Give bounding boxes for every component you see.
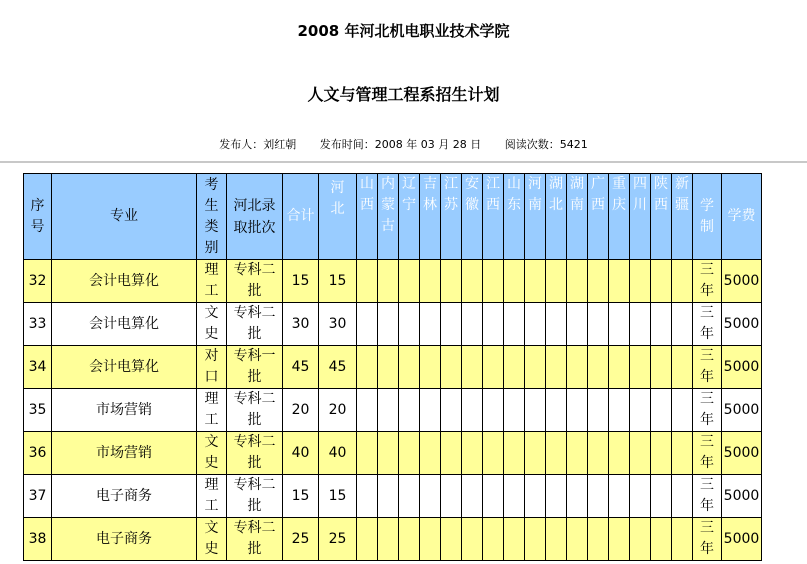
seq-cell: 38 — [24, 518, 52, 561]
total-cell: 15 — [283, 260, 319, 303]
header-province: 重庆 — [609, 174, 630, 260]
header-total: 合计 — [283, 174, 319, 260]
category-cell: 理工 — [197, 475, 227, 518]
province-count-cell — [672, 475, 693, 518]
batch-cell: 专科二批 — [227, 260, 283, 303]
province-count-cell — [567, 346, 588, 389]
publisher-text: 发布人：刘红朝 — [219, 138, 297, 151]
province-count-cell — [588, 432, 609, 475]
province-count-cell — [504, 346, 525, 389]
province-count-cell — [399, 432, 420, 475]
seq-cell: 32 — [24, 260, 52, 303]
province-count-cell — [672, 346, 693, 389]
publish-time-text: 发布时间：2008 年 03 月 28 日 — [319, 138, 482, 151]
header-province: 山西 — [357, 174, 378, 260]
province-count-cell — [441, 346, 462, 389]
duration-cell: 三年 — [693, 389, 722, 432]
province-count-cell — [609, 518, 630, 561]
province-count-cell — [483, 303, 504, 346]
table-row — [24, 260, 762, 303]
category-cell: 理工 — [197, 260, 227, 303]
duration-cell: 三年 — [693, 475, 722, 518]
header-seq: 序号 — [24, 174, 52, 260]
province-count-cell — [546, 303, 567, 346]
province-count-cell — [567, 260, 588, 303]
fee-cell: 5000 — [722, 475, 762, 518]
province-count-cell — [420, 389, 441, 432]
province-count-cell — [504, 518, 525, 561]
batch-cell: 专科二批 — [227, 475, 283, 518]
fee-cell: 5000 — [722, 303, 762, 346]
province-count-cell — [609, 389, 630, 432]
province-count-cell — [651, 432, 672, 475]
category-cell: 理工 — [197, 389, 227, 432]
province-count-cell — [378, 518, 399, 561]
divider — [0, 161, 807, 163]
major-cell: 会计电算化 — [52, 346, 197, 389]
province-count-cell — [630, 260, 651, 303]
major-cell: 市场营销 — [52, 432, 197, 475]
province-count-cell — [504, 389, 525, 432]
duration-cell: 三年 — [693, 260, 722, 303]
major-cell: 电子商务 — [52, 475, 197, 518]
province-count-cell — [378, 303, 399, 346]
province-count-cell — [462, 260, 483, 303]
total-cell: 20 — [283, 389, 319, 432]
province-count-cell — [546, 389, 567, 432]
province-count-cell — [399, 303, 420, 346]
header-province: 江苏 — [441, 174, 462, 260]
province-count-cell — [462, 432, 483, 475]
province-count-cell — [609, 346, 630, 389]
total-cell: 45 — [283, 346, 319, 389]
province-count-cell — [630, 303, 651, 346]
province-count-cell — [504, 475, 525, 518]
seq-cell: 37 — [24, 475, 52, 518]
province-count-cell — [483, 389, 504, 432]
province-count-cell — [567, 518, 588, 561]
header-province: 安徽 — [462, 174, 483, 260]
province-count-cell — [588, 303, 609, 346]
province-count-cell — [651, 475, 672, 518]
province-count-cell — [420, 475, 441, 518]
province-count-cell — [567, 432, 588, 475]
province-count-cell — [567, 475, 588, 518]
total-cell: 15 — [283, 475, 319, 518]
total-cell: 25 — [283, 518, 319, 561]
province-count-cell — [462, 389, 483, 432]
province-count-cell — [420, 432, 441, 475]
province-count-cell — [567, 303, 588, 346]
province-count-cell — [462, 518, 483, 561]
total-cell: 30 — [283, 303, 319, 346]
province-count-cell — [525, 432, 546, 475]
province-count-cell — [441, 303, 462, 346]
province-count-cell — [546, 475, 567, 518]
batch-cell: 专科二批 — [227, 389, 283, 432]
province-count-cell — [441, 389, 462, 432]
province-count-cell — [378, 260, 399, 303]
province-count-cell — [651, 518, 672, 561]
province-count-cell — [420, 303, 441, 346]
fee-cell: 5000 — [722, 432, 762, 475]
province-count-cell — [378, 389, 399, 432]
province-count-cell — [525, 303, 546, 346]
province-count-cell — [399, 518, 420, 561]
category-cell: 文史 — [197, 518, 227, 561]
province-count-cell — [399, 475, 420, 518]
province-count-cell — [672, 432, 693, 475]
province-count-cell — [483, 346, 504, 389]
table-row — [24, 518, 762, 561]
header-province: 河北 — [319, 174, 357, 260]
province-count-cell — [651, 389, 672, 432]
header-province: 陕西 — [651, 174, 672, 260]
province-count-cell — [378, 346, 399, 389]
province-count-cell — [546, 346, 567, 389]
header-province: 湖北 — [546, 174, 567, 260]
table-row — [24, 475, 762, 518]
category-cell: 文史 — [197, 303, 227, 346]
province-count-cell — [504, 432, 525, 475]
province-count-cell — [630, 346, 651, 389]
major-cell: 会计电算化 — [52, 303, 197, 346]
major-cell: 电子商务 — [52, 518, 197, 561]
province-count-cell — [357, 346, 378, 389]
header-province: 山东 — [504, 174, 525, 260]
duration-cell: 三年 — [693, 346, 722, 389]
category-cell: 对口 — [197, 346, 227, 389]
province-count-cell — [399, 389, 420, 432]
province-count-cell — [525, 475, 546, 518]
province-count-cell — [651, 303, 672, 346]
province-count-cell — [504, 260, 525, 303]
enrollment-table — [23, 173, 762, 561]
province-count-cell — [462, 346, 483, 389]
batch-cell: 专科一批 — [227, 346, 283, 389]
batch-cell: 专科二批 — [227, 432, 283, 475]
hebei-count-cell: 15 — [319, 260, 357, 303]
seq-cell: 33 — [24, 303, 52, 346]
header-province: 吉林 — [420, 174, 441, 260]
header-major: 专业 — [52, 174, 197, 260]
province-count-cell — [441, 518, 462, 561]
province-count-cell — [483, 432, 504, 475]
province-count-cell — [420, 518, 441, 561]
province-count-cell — [420, 346, 441, 389]
province-count-cell — [525, 260, 546, 303]
table-row — [24, 346, 762, 389]
province-count-cell — [441, 432, 462, 475]
province-count-cell — [630, 432, 651, 475]
province-count-cell — [483, 518, 504, 561]
province-count-cell — [630, 475, 651, 518]
hebei-count-cell: 20 — [319, 389, 357, 432]
hebei-count-cell: 30 — [319, 303, 357, 346]
batch-cell: 专科二批 — [227, 303, 283, 346]
hebei-count-cell: 25 — [319, 518, 357, 561]
province-count-cell — [504, 303, 525, 346]
header-province: 湖南 — [567, 174, 588, 260]
read-count-text: 阅读次数：5421 — [504, 138, 588, 151]
seq-cell: 34 — [24, 346, 52, 389]
province-count-cell — [630, 518, 651, 561]
seq-cell: 36 — [24, 432, 52, 475]
header-province: 广西 — [588, 174, 609, 260]
province-count-cell — [567, 389, 588, 432]
province-count-cell — [546, 518, 567, 561]
table-row — [24, 432, 762, 475]
province-count-cell — [357, 518, 378, 561]
province-count-cell — [588, 475, 609, 518]
province-count-cell — [378, 432, 399, 475]
province-count-cell — [357, 475, 378, 518]
province-count-cell — [651, 346, 672, 389]
province-count-cell — [672, 518, 693, 561]
page-subtitle: 人文与管理工程系招生计划 — [307, 85, 500, 104]
province-count-cell — [546, 432, 567, 475]
province-count-cell — [546, 260, 567, 303]
province-count-cell — [672, 389, 693, 432]
header-province: 辽宁 — [399, 174, 420, 260]
province-count-cell — [378, 475, 399, 518]
province-count-cell — [462, 303, 483, 346]
header-fee: 学费 — [722, 174, 762, 260]
province-count-cell — [525, 389, 546, 432]
province-count-cell — [441, 260, 462, 303]
province-count-cell — [357, 389, 378, 432]
province-count-cell — [609, 475, 630, 518]
header-province: 内蒙古 — [378, 174, 399, 260]
fee-cell: 5000 — [722, 260, 762, 303]
total-cell: 40 — [283, 432, 319, 475]
table-row — [24, 303, 762, 346]
province-count-cell — [672, 260, 693, 303]
province-count-cell — [651, 260, 672, 303]
province-count-cell — [483, 260, 504, 303]
province-count-cell — [609, 432, 630, 475]
fee-cell: 5000 — [722, 518, 762, 561]
header-province: 河南 — [525, 174, 546, 260]
header-category: 考生类别 — [197, 174, 227, 260]
header-duration: 学制 — [693, 174, 722, 260]
duration-cell: 三年 — [693, 303, 722, 346]
province-count-cell — [420, 260, 441, 303]
province-count-cell — [588, 346, 609, 389]
province-count-cell — [630, 389, 651, 432]
page-title: 2008 年河北机电职业技术学院 — [297, 22, 510, 40]
fee-cell: 5000 — [722, 389, 762, 432]
table-header-row — [24, 174, 762, 260]
table-row — [24, 389, 762, 432]
province-count-cell — [357, 260, 378, 303]
hebei-count-cell: 15 — [319, 475, 357, 518]
province-count-cell — [525, 346, 546, 389]
duration-cell: 三年 — [693, 432, 722, 475]
province-count-cell — [609, 303, 630, 346]
province-count-cell — [357, 303, 378, 346]
batch-cell: 专科二批 — [227, 518, 283, 561]
province-count-cell — [441, 475, 462, 518]
province-count-cell — [357, 432, 378, 475]
article-meta — [0, 136, 807, 152]
province-count-cell — [399, 260, 420, 303]
province-count-cell — [483, 475, 504, 518]
header-batch: 河北录取批次 — [227, 174, 283, 260]
province-count-cell — [399, 346, 420, 389]
category-cell: 文史 — [197, 432, 227, 475]
hebei-count-cell: 40 — [319, 432, 357, 475]
header-province: 江西 — [483, 174, 504, 260]
major-cell: 会计电算化 — [52, 260, 197, 303]
province-count-cell — [525, 518, 546, 561]
header-province: 四川 — [630, 174, 651, 260]
major-cell: 市场营销 — [52, 389, 197, 432]
province-count-cell — [672, 303, 693, 346]
province-count-cell — [609, 260, 630, 303]
header-province: 新疆 — [672, 174, 693, 260]
fee-cell: 5000 — [722, 346, 762, 389]
province-count-cell — [588, 518, 609, 561]
province-count-cell — [462, 475, 483, 518]
province-count-cell — [588, 260, 609, 303]
duration-cell: 三年 — [693, 518, 722, 561]
seq-cell: 35 — [24, 389, 52, 432]
province-count-cell — [588, 389, 609, 432]
hebei-count-cell: 45 — [319, 346, 357, 389]
